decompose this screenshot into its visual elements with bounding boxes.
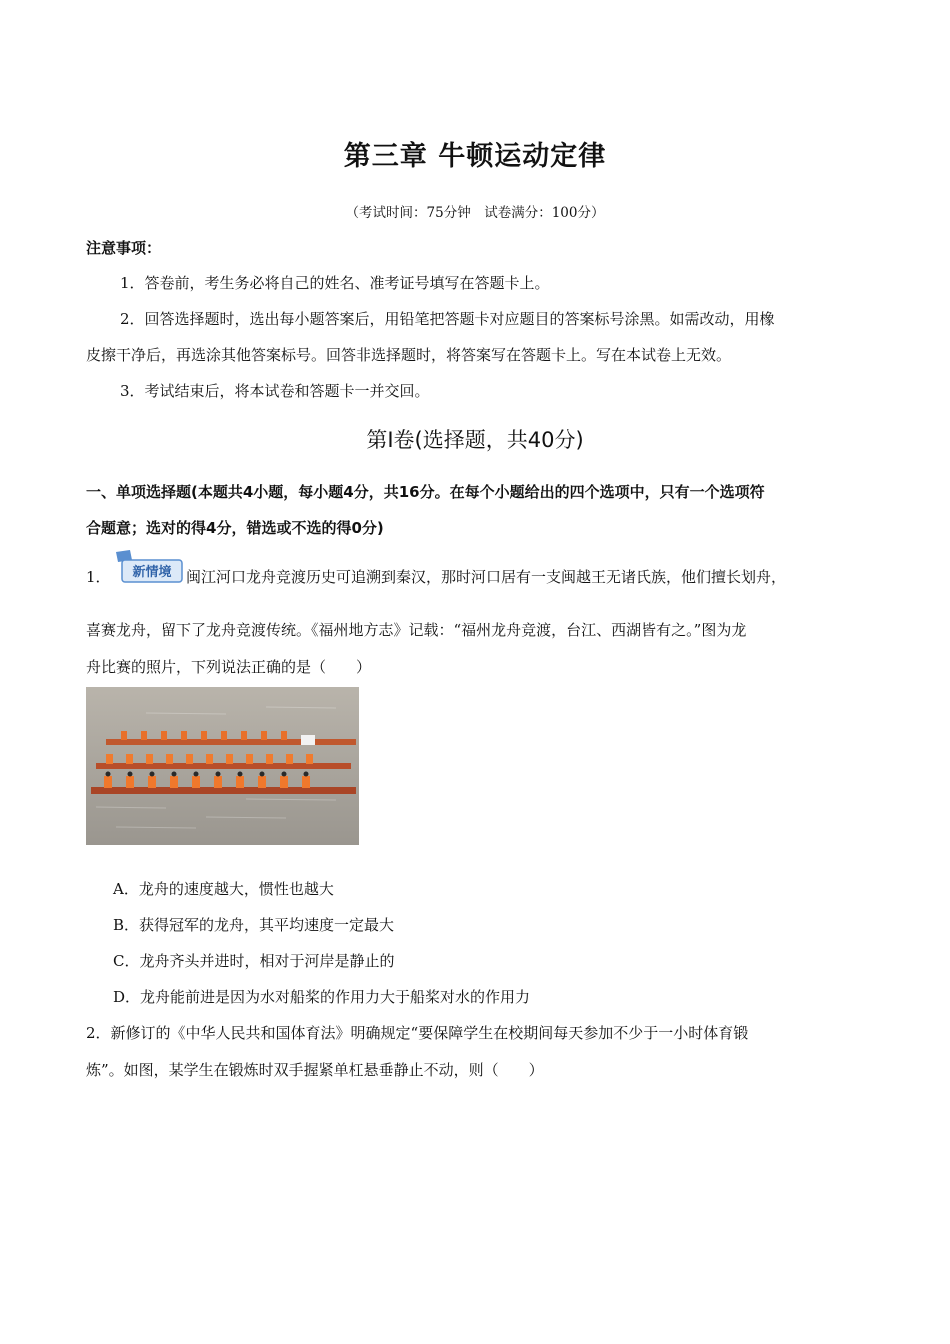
option-a: A．龙舟的速度越大，惯性也越大 (113, 880, 334, 898)
option-d: D．龙舟能前进是因为水对船桨的作用力大于船桨对水的作用力 (113, 988, 531, 1006)
exam-info: （考试时间：75分钟 试卷满分：100分） (345, 205, 605, 221)
dragon-boat-photo (86, 687, 359, 845)
page-title: 第三章 牛顿运动定律 (343, 141, 607, 172)
section-instruction: 一、单项选择题(本题共4小题，每小题4分，共16分。在每个小题给出的四个选项中，只有一个选项符 (86, 483, 765, 501)
section-instruction: 合题意；选对的得4分，错选或不选的得0分) (86, 519, 384, 537)
question-text: 闽江河口龙舟竞渡历史可追溯到秦汉，那时河口居有一支闽越王无诸氏族，他们擅长划舟， (186, 568, 787, 586)
question-number: 1． (86, 568, 111, 586)
question-text: 舟比赛的照片，下列说法正确的是（ ） (86, 658, 372, 676)
option-b: B．获得冠军的龙舟，其平均速度一定最大 (113, 916, 395, 934)
note-item: 3．考试结束后，将本试卷和答题卡一并交回。 (120, 382, 430, 400)
section-title: 第Ⅰ卷(选择题，共40分) (366, 428, 584, 452)
question-text: 2．新修订的《中华人民共和国体育法》明确规定“要保障学生在校期间每天参加不少于一小时体育锻 (86, 1024, 749, 1042)
question-text: 喜赛龙舟，留下了龙舟竞渡传统。《福州地方志》记载：“福州龙舟竞渡，台江、西湖皆有之。”图为龙 (86, 621, 747, 639)
note-item: 1．答卷前，考生务必将自己的姓名、准考证号填写在答题卡上。 (120, 274, 550, 292)
notes-heading: 注意事项： (86, 239, 162, 257)
option-c: C．龙舟齐头并进时，相对于河岸是静止的 (113, 952, 395, 970)
badge-label: 新情境 (132, 565, 172, 580)
note-item: 2．回答选择题时，选出每小题答案后，用铅笔把答题卡对应题目的答案标号涂黑。如需改动，用橡 (120, 310, 775, 328)
question-text: 炼”。如图，某学生在锻炼时双手握紧单杠悬垂静止不动，则（ ） (86, 1061, 544, 1079)
new-context-badge (110, 550, 184, 586)
note-item: 皮擦干净后，再选涂其他答案标号。回答非选择题时，将答案写在答题卡上。写在本试卷上无效。 (86, 346, 732, 364)
